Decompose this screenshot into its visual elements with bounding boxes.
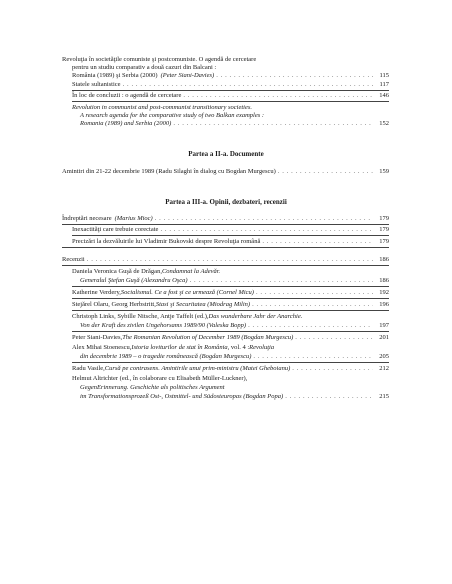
part-heading: Partea a II-a. Documente <box>188 150 264 158</box>
review-author: Radu Vasile, <box>72 365 105 372</box>
entry-title: Amintiri din 21-22 decembrie 1989 (Radu Silaghi în dialog cu Bogdan Murgescu) <box>62 168 276 175</box>
leader-dots <box>253 353 373 361</box>
page-number: 205 <box>379 353 389 360</box>
toc-entry <box>72 92 389 100</box>
toc-entry-text <box>62 56 256 64</box>
page-number: 146 <box>379 92 389 99</box>
toc-entry-text <box>80 112 264 120</box>
review-title: din decembrie 1989 – o tragedie românească (Bogdan Murgescu) <box>80 353 252 360</box>
toc-entry <box>72 301 389 309</box>
divider <box>72 362 389 363</box>
review-title: Stasi şi Securitatea (Miodrag Milin) <box>155 301 251 308</box>
entry-title-line: Romania (1989) and Serbia (2000) <box>80 120 172 127</box>
review-title: im Transformationsprozeß Ost-, Ostmittel- und Südosteuropas (Bogdan Popa) <box>80 393 284 400</box>
toc-entry <box>72 365 389 373</box>
leader-dots <box>256 289 373 297</box>
review-title: The Romanian Revolution of December 1989 (Bogdan Murgescu) <box>122 334 294 341</box>
entry-title-line: România (1989) şi Serbia (2000) <box>72 72 158 79</box>
toc-entry <box>80 277 389 285</box>
toc-entry <box>72 72 389 80</box>
divider <box>72 235 389 236</box>
toc-entry <box>80 322 389 330</box>
page-number: 197 <box>379 322 389 329</box>
divider <box>72 298 389 299</box>
toc-entry-text <box>72 344 274 352</box>
page-number: 201 <box>379 334 389 341</box>
toc-entry <box>72 238 389 246</box>
entry-title: Statele sultanistice <box>72 81 121 88</box>
divider <box>62 265 389 266</box>
toc-entry-text <box>72 268 220 276</box>
page-number: 192 <box>379 289 389 296</box>
toc-entry <box>62 256 389 264</box>
toc-entry <box>62 215 389 223</box>
leader-dots <box>295 334 373 342</box>
entry-title-line: Revolution in communist and post-communist transitionary societies. <box>72 104 252 111</box>
divider <box>62 224 389 225</box>
entry-title: În loc de concluzii : o agendă de cercetare <box>72 92 182 99</box>
page-number: 117 <box>379 81 389 88</box>
part-heading: Partea a III-a. Opinii, dezbateri, recenzii <box>165 198 287 206</box>
leader-dots <box>248 322 373 330</box>
review-title: GegenErinnerung. Geschichte als politisches Argument <box>80 384 225 391</box>
entry-title: Recenzii <box>62 256 85 263</box>
page-number: 186 <box>379 277 389 284</box>
leader-dots <box>190 277 373 285</box>
review-title: Istoria loviturilor de stat în România <box>131 344 228 351</box>
page-number: 179 <box>379 215 389 222</box>
entry-title-line: pentru un studiu comparativ a două cazuri din Balcani : <box>72 64 217 71</box>
toc-entry-text <box>72 313 302 321</box>
toc-entry-text <box>72 104 252 112</box>
toc-entry <box>80 393 389 401</box>
toc-entry <box>80 120 389 128</box>
toc-entry <box>72 81 389 89</box>
divider <box>72 101 389 102</box>
review-author: Alex Mihai Stoenescu, <box>72 344 132 351</box>
review-volume: , vol. 4 : <box>227 344 250 351</box>
review-title: Socialismul. Ce a fost şi ce urmează (Cornel Micu) <box>120 289 254 296</box>
review-title: Das wunderbare Jahr der Anarchie. <box>208 313 303 320</box>
page-number: 186 <box>379 256 389 263</box>
leader-dots <box>285 393 373 401</box>
leader-dots <box>262 238 373 246</box>
entry-title: Îndreptări necesare <box>62 215 112 222</box>
review-title: Revoluţia <box>249 344 275 351</box>
page-number: 152 <box>379 120 389 127</box>
review-title: Cursă pe contrasens. Amintirile unui prim-ministru (Matei Gheboianu) <box>104 365 291 372</box>
entry-title-line: Revoluţia în societăţile comuniste şi postcomuniste. O agendă de cercetare <box>62 56 257 63</box>
page-number: 215 <box>379 393 389 400</box>
toc-entry-text <box>72 64 216 72</box>
leader-dots <box>278 168 373 176</box>
divider <box>72 310 389 311</box>
review-author: Daniela Veronica Guşă de Drăgan, <box>72 268 162 275</box>
page-number: 115 <box>379 72 389 79</box>
review-author: Peter Siani-Davies, <box>72 334 123 341</box>
leader-dots <box>173 120 373 128</box>
review-author: Stejărel Olaru, Georg Herbstritt, <box>72 301 156 308</box>
leader-dots <box>216 72 373 80</box>
toc-entry <box>62 168 389 176</box>
leader-dots <box>160 226 373 234</box>
page-number: 179 <box>379 238 389 245</box>
page-number: 196 <box>379 301 389 308</box>
leader-dots <box>292 365 373 373</box>
entry-title: Inexactităţi care trebuie corectate <box>72 226 159 233</box>
page-number: 159 <box>379 168 389 175</box>
leader-dots <box>123 81 373 89</box>
divider <box>62 247 389 248</box>
divider <box>72 90 389 91</box>
entry-author: (Marius Mioc) <box>114 215 153 222</box>
leader-dots <box>155 215 373 223</box>
toc-entry-text <box>72 375 247 383</box>
review-author: Christoph Links, Sybille Nitsche, Antje Taffelt (ed.), <box>72 313 209 320</box>
review-author: Katherine Verdery, <box>72 289 121 296</box>
entry-title-line: A research agenda for the comparative study of two Balkan examples : <box>80 112 265 119</box>
toc-entry <box>72 289 389 297</box>
divider <box>72 331 389 332</box>
review-title: Condamnat la Adevăr. <box>161 268 221 275</box>
review-title: Generalul Ştefan Guşă (Alexandru Oşca) <box>80 277 188 284</box>
toc-entry <box>80 353 389 361</box>
review-title: Von der Kraft des zivilen Ungehorsams 1989/90 (Valeska Bopp) <box>80 322 247 329</box>
toc-entry <box>72 334 389 342</box>
leader-dots <box>87 256 373 264</box>
review-author: Helmut Altrichter (ed., în colaborare cu Elisabeth Müller-Luckner), <box>72 375 248 382</box>
page-number: 179 <box>379 226 389 233</box>
toc-entry <box>72 226 389 234</box>
entry-title: Precizări la dezvăluirile lui Vladimir Bukovski despre Revoluţia română <box>72 238 261 245</box>
entry-author: (Peter Siani-Davies) <box>160 72 215 79</box>
leader-dots <box>183 92 373 100</box>
page-number: 212 <box>379 365 389 372</box>
divider <box>72 286 389 287</box>
leader-dots <box>252 301 373 309</box>
toc-entry-text <box>80 384 225 392</box>
